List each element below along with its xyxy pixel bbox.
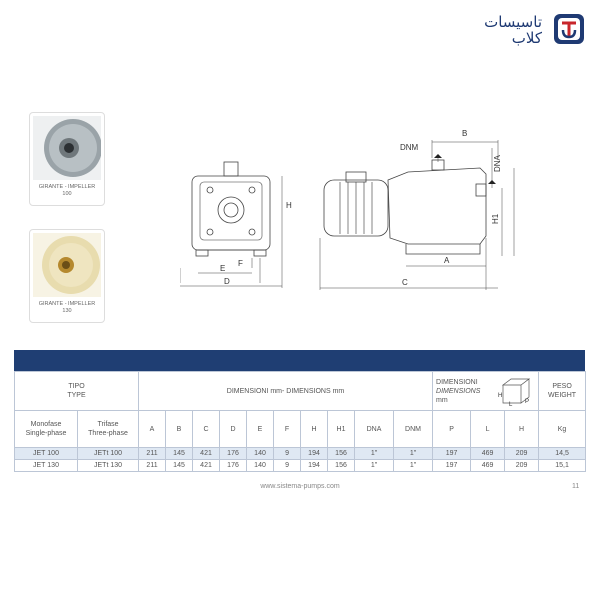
cell: 209	[505, 448, 539, 460]
weight-header-en: WEIGHT	[548, 392, 577, 399]
cell: 1"	[355, 460, 394, 472]
cell: 211	[139, 448, 166, 460]
trifase-header	[78, 411, 139, 448]
company-logo	[484, 10, 588, 50]
front-view	[180, 162, 282, 288]
dim-label-h: H	[286, 201, 292, 210]
impeller-130-caption	[30, 301, 104, 315]
impeller-130-caption-line2: 130	[62, 308, 72, 314]
col-header-h1: H1	[328, 411, 355, 448]
impeller-130-image	[33, 233, 101, 297]
dimensions-table	[14, 371, 586, 472]
footer-url: www.sistema-pumps.com	[260, 483, 340, 490]
cell: 156	[328, 448, 355, 460]
type-header-it: TIPO	[68, 383, 85, 390]
cell: 156	[328, 460, 355, 472]
impeller-100-card	[29, 112, 105, 206]
monofase-header-en: Single-phase	[25, 430, 67, 437]
monofase-header-it: Monofase	[30, 421, 62, 428]
impeller-100-caption	[30, 184, 104, 198]
type-header-en: TYPE	[67, 392, 86, 399]
type-header	[15, 372, 139, 411]
col-header-f: F	[274, 411, 301, 448]
cell: 197	[433, 460, 471, 472]
cell-weight: 15,1	[539, 460, 586, 472]
cell-weight: 14,5	[539, 448, 586, 460]
cell: 211	[139, 460, 166, 472]
packing-header-it: DIMENSIONI	[436, 378, 478, 386]
row-tri: JETt 100	[78, 448, 139, 460]
dim-label-e: E	[220, 264, 226, 273]
dim-label-c: C	[402, 278, 408, 287]
cell: 140	[247, 460, 274, 472]
packing-header-unit: mm	[436, 396, 448, 404]
col-header-l: L	[471, 411, 505, 448]
cell: 469	[471, 460, 505, 472]
cell: 469	[471, 448, 505, 460]
col-header-d: D	[220, 411, 247, 448]
dim-label-dna: DNA	[493, 155, 502, 172]
impeller-130-caption-line1: GIRANTE - IMPELLER	[38, 301, 96, 307]
cell: 176	[220, 460, 247, 472]
cell: 209	[505, 460, 539, 472]
pump-technical-drawing	[180, 118, 520, 298]
dim-label-h1: H1	[491, 213, 500, 224]
row-mono: JET 100	[15, 448, 78, 460]
col-header-b: B	[166, 411, 193, 448]
dim-label-dnm: DNM	[400, 143, 419, 152]
row-mono: JET 130	[15, 460, 78, 472]
dnm-arrow-icon	[434, 154, 442, 158]
table-row	[15, 460, 586, 472]
col-header-h: H	[301, 411, 328, 448]
page-number: 11	[572, 483, 580, 490]
cell: 176	[220, 448, 247, 460]
logo-line-1: تاسیسات	[484, 13, 542, 31]
logo-text	[484, 14, 542, 46]
cell: 9	[274, 448, 301, 460]
col-header-kg: Kg	[539, 411, 586, 448]
packing-header	[433, 372, 539, 411]
dim-label-d: D	[224, 277, 230, 286]
dna-arrow-icon	[488, 180, 496, 184]
logo-mark-icon	[552, 12, 586, 46]
cell: 421	[193, 460, 220, 472]
cell: 197	[433, 448, 471, 460]
table-row	[15, 448, 586, 460]
cell: 1"	[394, 460, 433, 472]
trifase-header-en: Three-phase	[88, 430, 128, 437]
side-view	[320, 140, 514, 290]
impeller-100-caption-line1: GIRANTE - IMPELLER	[38, 184, 96, 190]
monofase-header	[15, 411, 78, 448]
impeller-100-image	[33, 116, 101, 180]
weight-header-it: PESO	[552, 383, 572, 390]
col-header-a: A	[139, 411, 166, 448]
svg-text:L: L	[509, 402, 513, 407]
svg-text:H: H	[498, 393, 503, 399]
col-header-c: C	[193, 411, 220, 448]
logo-line-2: کلاب	[511, 29, 542, 47]
cell: 421	[193, 448, 220, 460]
trifase-header-it: Trifase	[97, 421, 119, 428]
cell: 1"	[355, 448, 394, 460]
dim-label-b: B	[462, 129, 468, 138]
weight-header	[539, 372, 586, 411]
dim-label-f: F	[238, 259, 243, 268]
col-header-dnm: DNM	[394, 411, 433, 448]
packing-header-en: DIMENSIONS	[436, 387, 481, 395]
cell: 145	[166, 460, 193, 472]
col-header-p: P	[433, 411, 471, 448]
cell: 145	[166, 448, 193, 460]
col-header-dna: DNA	[355, 411, 394, 448]
row-tri: JETt 130	[78, 460, 139, 472]
svg-text:P: P	[525, 399, 530, 405]
dim-label-a: A	[444, 256, 450, 265]
cell: 140	[247, 448, 274, 460]
impeller-100-caption-line2: 100	[62, 191, 72, 197]
cell: 9	[274, 460, 301, 472]
cell: 194	[301, 460, 328, 472]
table-header-bar	[14, 350, 585, 371]
col-header-packing-h: H	[505, 411, 539, 448]
impeller-130-card	[29, 229, 105, 323]
cell: 194	[301, 448, 328, 460]
cell: 1"	[394, 448, 433, 460]
box-dimensions-icon	[497, 375, 533, 407]
col-header-e: E	[247, 411, 274, 448]
dimensions-header: DIMENSIONI mm- DIMENSIONS mm	[139, 372, 433, 411]
